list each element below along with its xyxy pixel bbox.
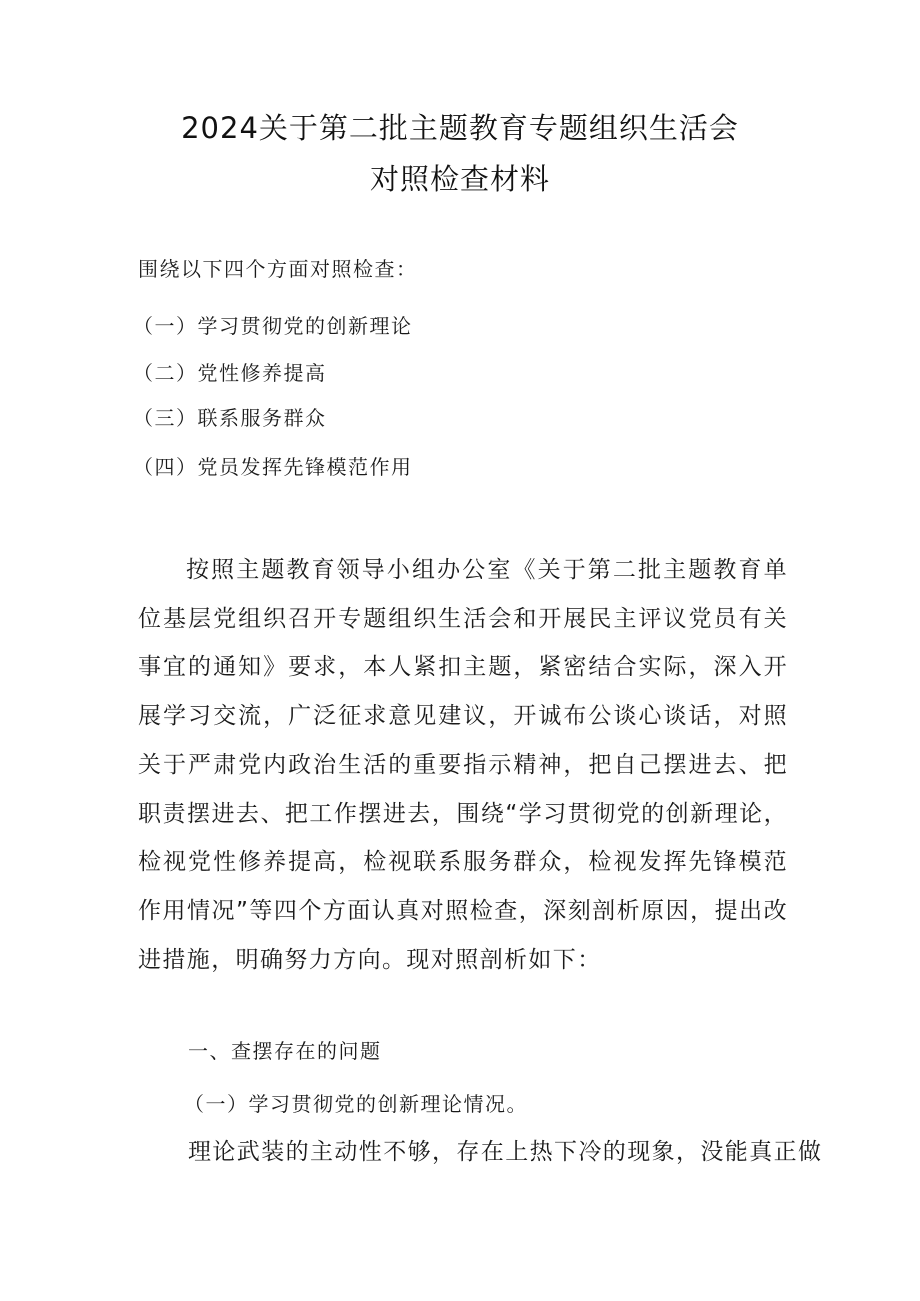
aspect-item: （四）党员发挥先锋模范作用 [133, 455, 413, 479]
document-title-line-2: 对照检查材料 [369, 162, 550, 196]
aspect-item: （二）党性修养提高 [133, 361, 327, 385]
body-text-line: 理论武装的主动性不够，存在上热下冷的现象，没能真正做 [188, 1139, 823, 1165]
section-heading: 一、查摆存在的问题 [188, 1039, 382, 1063]
body-paragraph: 按照主题教育领导小组办公室《关于第二批主题教育单位基层党组织召开专题组织生活会和开展民主评议党员有关事宜的通知》要求，本人紧扣主题，紧密结合实际，深入开展学习交流，广泛征求意见建议，开诚布公谈心谈话，对照关于严肃党内政治生活的重要指示精神，把自己摆进去、把职责摆进去、把工作摆进去，围绕“学习贯彻党的创新理论，检视党性修养提高，检视联系服务群众，检视发挥先锋模范作用情况”等四个方面认真对照检查，深刻剖析原因，提出改进措施，明确努力方向。现对照剖析如下： [138, 557, 788, 973]
intro-text: 围绕以下四个方面对照检查： [138, 257, 418, 281]
aspect-item: （一）学习贯彻党的创新理论 [133, 314, 413, 338]
subsection-heading: （一）学习贯彻党的创新理论情况。 [184, 1092, 528, 1116]
aspect-item: （三）联系服务群众 [133, 406, 327, 430]
document-title-line-1: 2024关于第二批主题教育专题组织生活会 [181, 111, 739, 145]
